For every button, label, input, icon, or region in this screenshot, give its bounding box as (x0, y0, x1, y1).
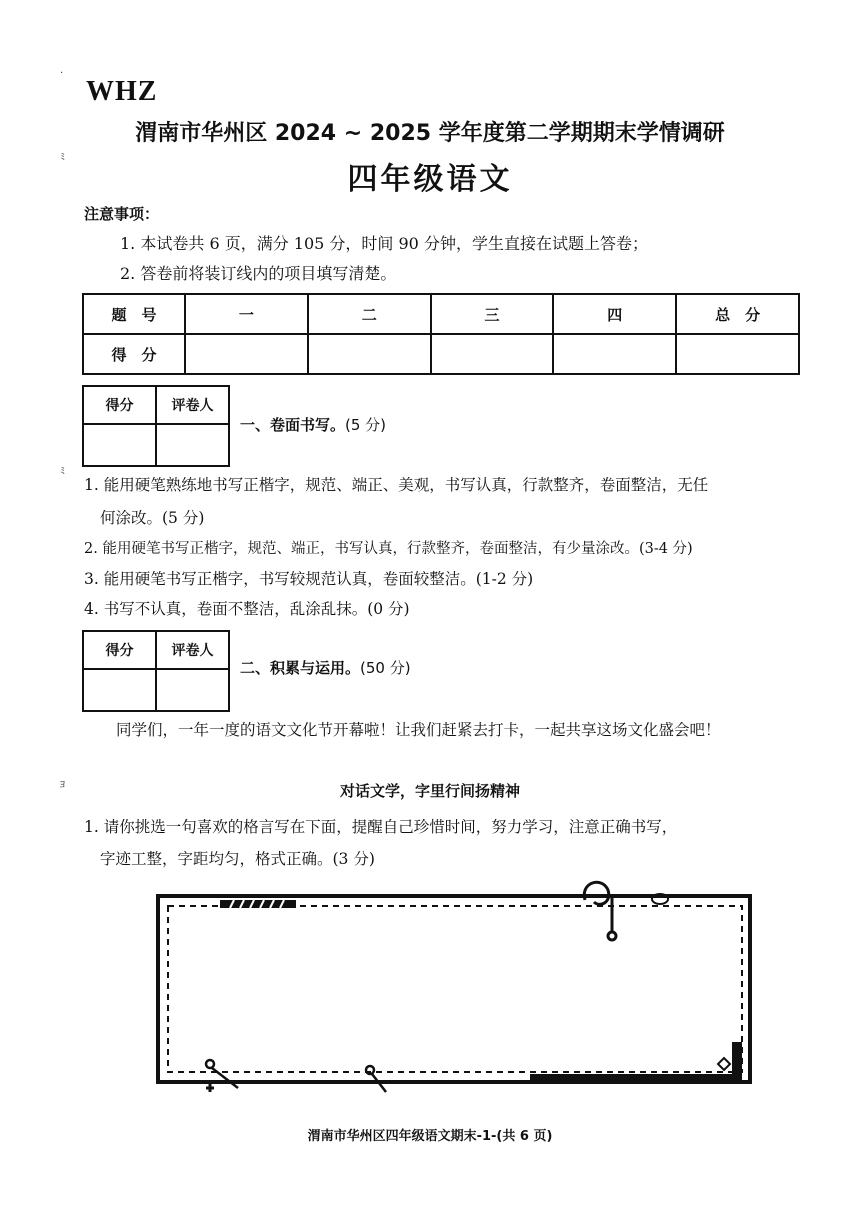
pin-decoration-icon (206, 1060, 386, 1092)
column-header: 二 (308, 294, 431, 334)
question-1-text: 1. 请你挑选一句喜欢的格言写在下面，提醒自己珍惜时间，努力学习，注意正确书写， (84, 818, 678, 836)
scan-mark: ﾐ (60, 152, 65, 163)
score-table (82, 293, 800, 375)
exam-title: 渭南市华州区 2024 ~ 2025 学年度第二学期期末学情调研 (135, 121, 725, 146)
score-cell[interactable] (553, 334, 676, 374)
corner-accent-icon (530, 1042, 742, 1084)
section-1-heading (240, 414, 386, 435)
section-1-points: (5 分) (345, 416, 387, 434)
grader-score-label: 得分 (83, 386, 156, 424)
section-1-title: 一、卷面书写。 (240, 416, 346, 434)
grader-name-cell[interactable] (156, 669, 229, 711)
notice-item: 2. 答卷前将装订线内的项目填写清楚。 (120, 264, 397, 283)
question-1-text-continued: 字迹工整，字距均匀，格式正确。(3 分) (100, 850, 375, 868)
column-header: 三 (431, 294, 554, 334)
column-header: 一 (185, 294, 308, 334)
exam-code: WHZ (86, 76, 158, 107)
notice-heading: 注意事项： (84, 205, 160, 223)
grader-score-cell[interactable] (83, 424, 156, 466)
grader-score-cell[interactable] (83, 669, 156, 711)
grader-name-label: 评卷人 (156, 386, 229, 424)
scan-mark: · (60, 68, 64, 79)
criterion-item: 1. 能用硬笔熟练地书写正楷字，规范、端正、美观，书写认真，行款整齐，卷面整洁，无任 (84, 476, 709, 494)
section-2-intro: 同学们，一年一度的语文文化节开幕啦！让我们赶紧去打卡，一起共享这场文化盛会吧！ (116, 721, 721, 739)
frame-outer-border (158, 896, 750, 1082)
score-cell[interactable] (676, 334, 799, 374)
score-cell[interactable] (308, 334, 431, 374)
criterion-item-continued: 何涂改。(5 分) (100, 509, 205, 527)
row-label-question-number: 题 号 (83, 294, 185, 334)
answer-writing-frame[interactable] (150, 872, 760, 1100)
criterion-item: 3. 能用硬笔书写正楷字，书写较规范认真，卷面较整洁。(1-2 分) (84, 570, 534, 588)
frame-inner-dashed-border (168, 906, 742, 1072)
section-2-heading (240, 657, 411, 678)
section-2-title: 二、积累与运用。 (240, 659, 361, 677)
scan-mark: ﾖ (60, 780, 65, 791)
criterion-item: 4. 书写不认真，卷面不整洁，乱涂乱抹。(0 分) (84, 600, 410, 618)
score-cell[interactable] (185, 334, 308, 374)
scan-mark: ﾐ (60, 466, 65, 477)
page-footer: 渭南市华州区四年级语文期末-1-(共 6 页) (307, 1129, 553, 1144)
grader-box (82, 630, 230, 712)
ribbon-loop-icon (584, 882, 668, 940)
column-header: 四 (553, 294, 676, 334)
subject-title: 四年级语文 (347, 162, 513, 197)
grader-name-cell[interactable] (156, 424, 229, 466)
section-2-points: (50 分) (360, 659, 411, 677)
grader-name-label: 评卷人 (156, 631, 229, 669)
stripe-decoration-icon (220, 900, 296, 908)
column-header: 总 分 (676, 294, 799, 334)
criterion-item: 2. 能用硬笔书写正楷字，规范、端正，书写认真，行款整齐，卷面整洁，有少量涂改。(3-4 分) (84, 541, 693, 557)
notice-item: 1. 本试卷共 6 页，满分 105 分，时间 90 分钟，学生直接在试题上答卷； (120, 234, 648, 253)
row-label-score: 得 分 (83, 334, 185, 374)
grader-box (82, 385, 230, 467)
section-2-subheading: 对话文学，字里行间扬精神 (339, 782, 520, 800)
grader-score-label: 得分 (83, 631, 156, 669)
score-cell[interactable] (431, 334, 554, 374)
